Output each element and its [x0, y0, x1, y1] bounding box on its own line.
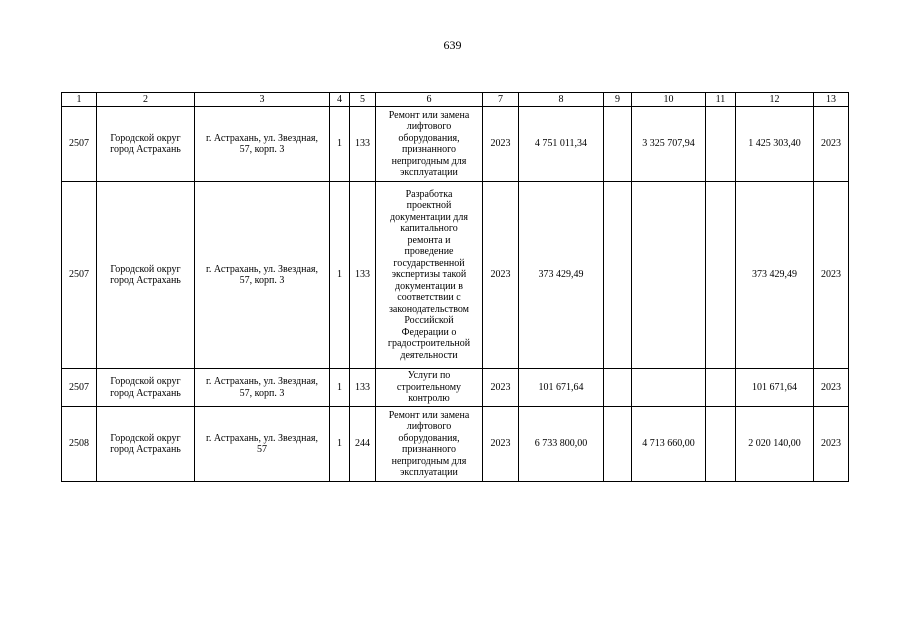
cell-col4: 1 [330, 369, 350, 407]
cell-col4: 1 [330, 407, 350, 482]
cell-col10: 4 713 660,00 [632, 407, 706, 482]
column-header: 9 [604, 93, 632, 107]
work-type-cell: Разработка проектной документации для капитального ремонта и проведение государственной экспертизы такой документации в соответствии с законодательством Российской Федерации о градостроительной деятельности [376, 182, 483, 369]
table-row [62, 369, 849, 407]
cell-col12: 373 429,49 [736, 182, 814, 369]
cell-col11 [706, 182, 736, 369]
municipality-cell: Городской округ город Астрахань [97, 182, 195, 369]
cell-col10: 3 325 707,94 [632, 107, 706, 182]
column-header: 12 [736, 93, 814, 107]
column-header: 7 [483, 93, 519, 107]
cell-col5: 133 [350, 107, 376, 182]
column-header: 11 [706, 93, 736, 107]
total-cost-cell: 4 751 011,34 [519, 107, 604, 182]
cell-col13: 2023 [814, 407, 849, 482]
row-number: 2508 [62, 407, 97, 482]
cell-col11 [706, 369, 736, 407]
address-cell: г. Астрахань, ул. Звездная, 57 [195, 407, 330, 482]
cell-col4: 1 [330, 182, 350, 369]
table-row [62, 182, 849, 369]
cell-col5: 244 [350, 407, 376, 482]
table-row [62, 407, 849, 482]
cell-col9 [604, 107, 632, 182]
table-row [62, 107, 849, 182]
cell-col9 [604, 182, 632, 369]
cell-col11 [706, 407, 736, 482]
cell-col5: 133 [350, 369, 376, 407]
cell-col12: 2 020 140,00 [736, 407, 814, 482]
cell-col12: 1 425 303,40 [736, 107, 814, 182]
total-cost-cell: 101 671,64 [519, 369, 604, 407]
cell-col10 [632, 182, 706, 369]
year-cell: 2023 [483, 369, 519, 407]
data-table [61, 92, 849, 482]
column-header: 4 [330, 93, 350, 107]
column-header: 6 [376, 93, 483, 107]
column-header: 8 [519, 93, 604, 107]
total-cost-cell: 6 733 800,00 [519, 407, 604, 482]
cell-col5: 133 [350, 182, 376, 369]
cell-col9 [604, 369, 632, 407]
cell-col10 [632, 369, 706, 407]
row-number: 2507 [62, 107, 97, 182]
work-type-cell: Услуги по строительному контролю [376, 369, 483, 407]
column-header: 13 [814, 93, 849, 107]
row-number: 2507 [62, 369, 97, 407]
year-cell: 2023 [483, 407, 519, 482]
municipality-cell: Городской округ город Астрахань [97, 369, 195, 407]
row-number: 2507 [62, 182, 97, 369]
year-cell: 2023 [483, 107, 519, 182]
cell-col13: 2023 [814, 369, 849, 407]
year-cell: 2023 [483, 182, 519, 369]
cell-col4: 1 [330, 107, 350, 182]
page-number: 639 [443, 38, 462, 52]
total-cost-cell: 373 429,49 [519, 182, 604, 369]
address-cell: г. Астрахань, ул. Звездная, 57, корп. 3 [195, 107, 330, 182]
cell-col11 [706, 107, 736, 182]
column-header: 3 [195, 93, 330, 107]
work-type-cell: Ремонт или замена лифтового оборудования, признанного непригодным для эксплуатации [376, 107, 483, 182]
cell-col13: 2023 [814, 107, 849, 182]
column-header: 10 [632, 93, 706, 107]
address-cell: г. Астрахань, ул. Звездная, 57, корп. 3 [195, 182, 330, 369]
cell-col9 [604, 407, 632, 482]
work-type-cell: Ремонт или замена лифтового оборудования, признанного непригодным для эксплуатации [376, 407, 483, 482]
column-header: 5 [350, 93, 376, 107]
address-cell: г. Астрахань, ул. Звездная, 57, корп. 3 [195, 369, 330, 407]
column-header: 2 [97, 93, 195, 107]
column-header: 1 [62, 93, 97, 107]
cell-col13: 2023 [814, 182, 849, 369]
header-row [62, 93, 849, 107]
municipality-cell: Городской округ город Астрахань [97, 407, 195, 482]
cell-col12: 101 671,64 [736, 369, 814, 407]
municipality-cell: Городской округ город Астрахань [97, 107, 195, 182]
